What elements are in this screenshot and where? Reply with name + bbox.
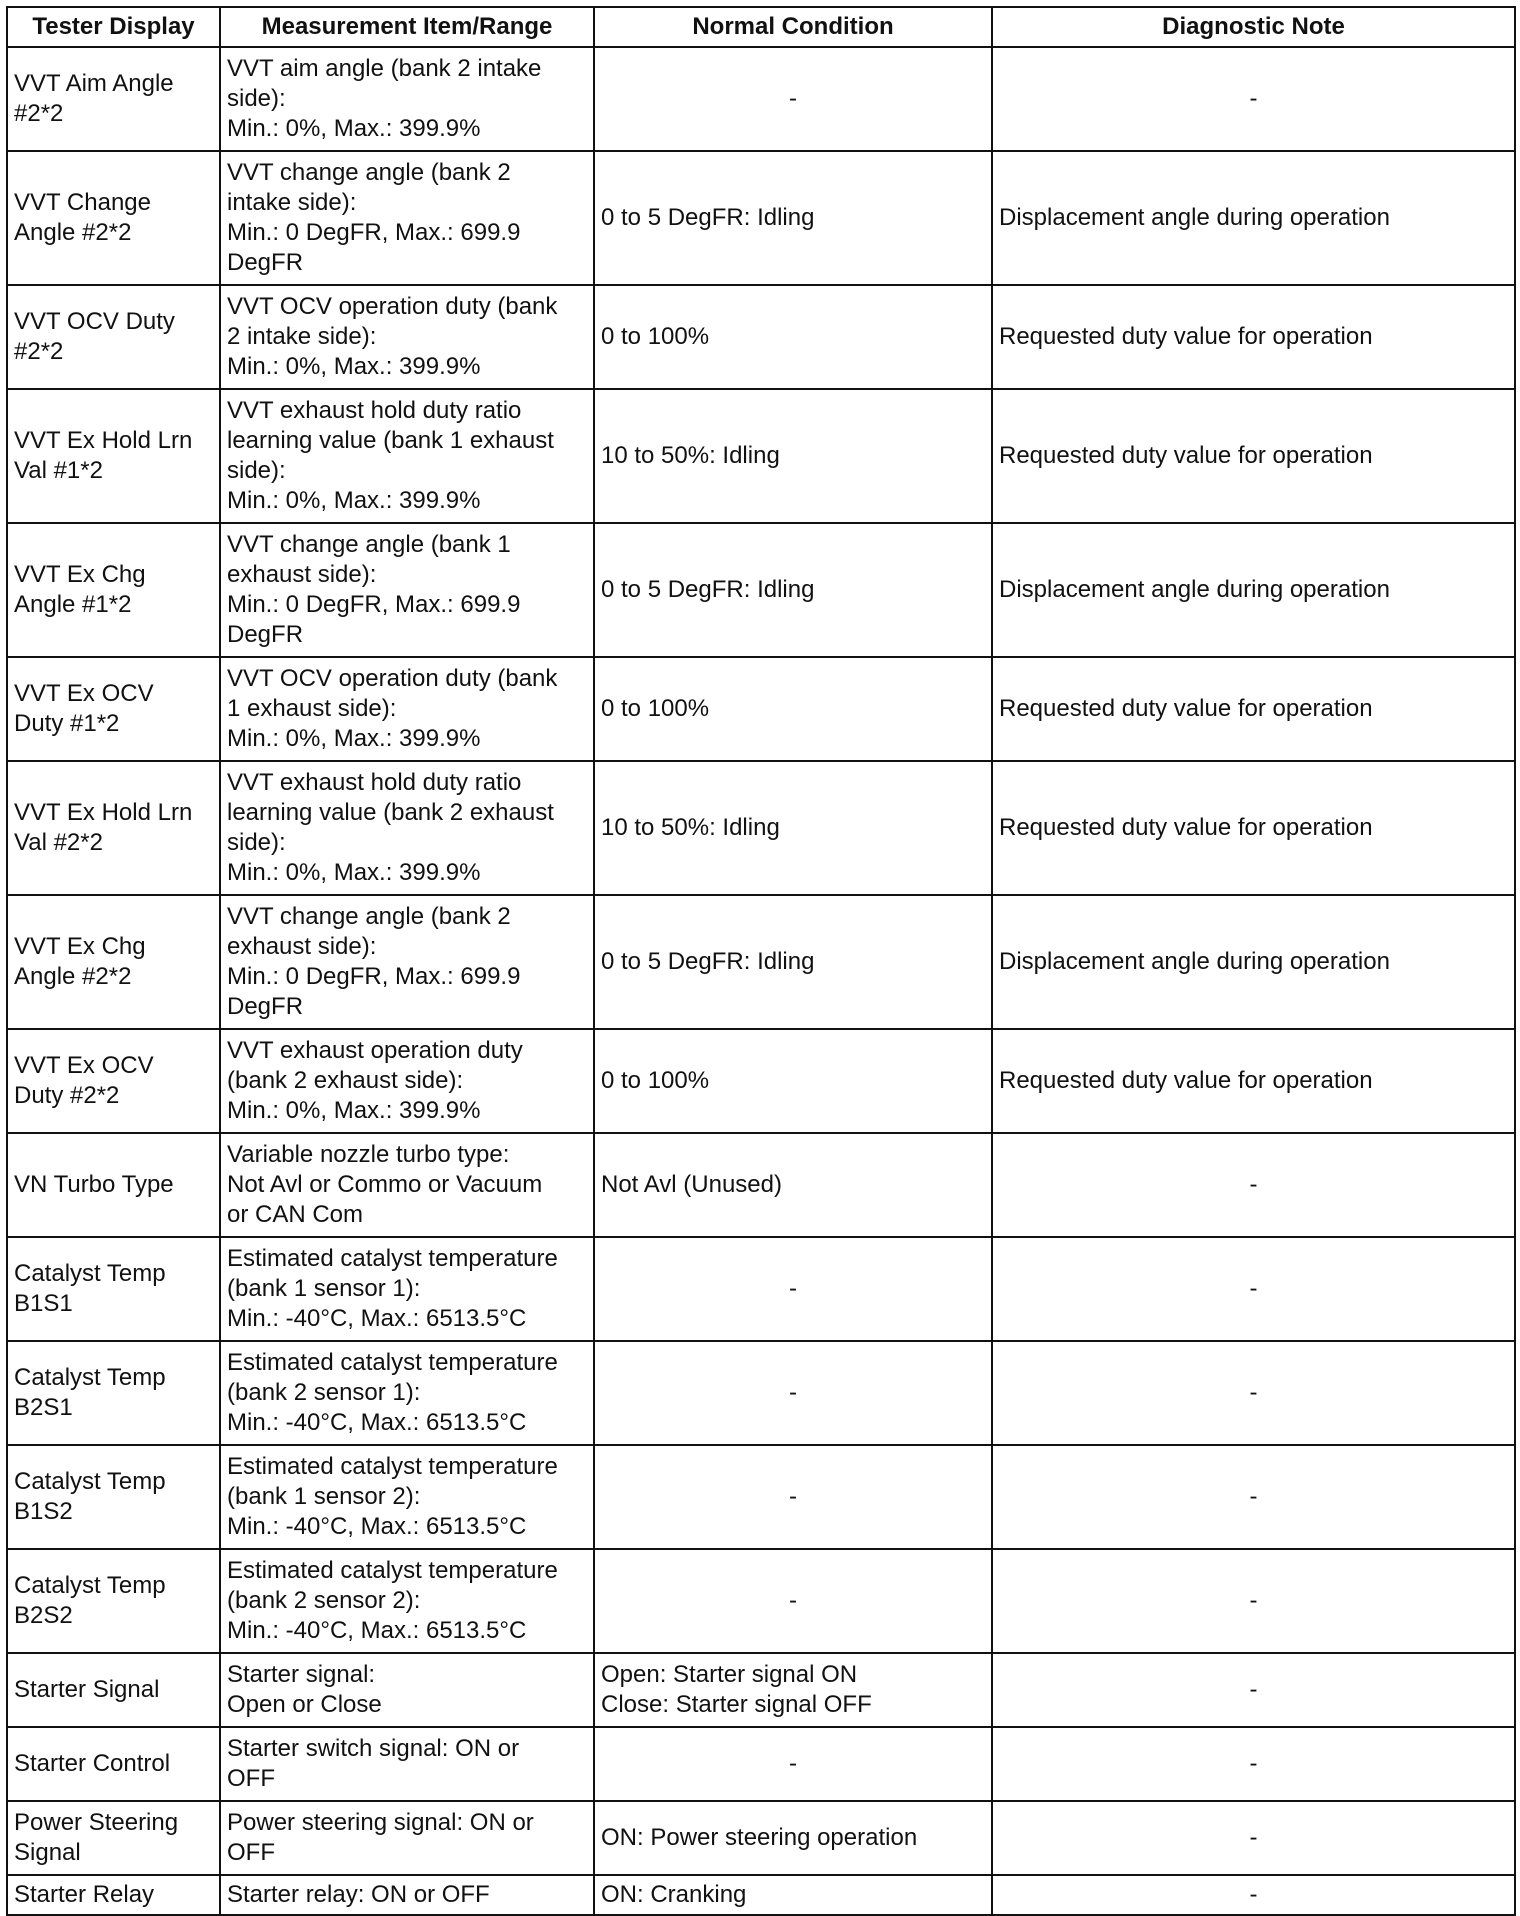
cell-normal-condition: 0 to 100% bbox=[594, 1029, 992, 1133]
table-row bbox=[7, 1875, 1515, 1915]
header-diagnostic-note: Diagnostic Note bbox=[992, 7, 1515, 47]
cell-normal-condition: 10 to 50%: Idling bbox=[594, 761, 992, 895]
cell-measurement-item: VVT change angle (bank 1 exhaust side): Min.: 0 DegFR, Max.: 699.9 DegFR bbox=[220, 523, 594, 657]
cell-normal-condition: ON: Power steering operation bbox=[594, 1801, 992, 1875]
cell-tester-display: Power Steering Signal bbox=[7, 1801, 220, 1875]
cell-tester-display: Catalyst Temp B1S2 bbox=[7, 1445, 220, 1549]
cell-measurement-item: VVT aim angle (bank 2 intake side): Min.: 0%, Max.: 399.9% bbox=[220, 47, 594, 151]
table-row bbox=[7, 761, 1515, 895]
cell-normal-condition: 10 to 50%: Idling bbox=[594, 389, 992, 523]
cell-measurement-item: Variable nozzle turbo type: Not Avl or Commo or Vacuum or CAN Com bbox=[220, 1133, 594, 1237]
cell-measurement-item: VVT exhaust operation duty (bank 2 exhaust side): Min.: 0%, Max.: 399.9% bbox=[220, 1029, 594, 1133]
cell-diagnostic-note: Displacement angle during operation bbox=[992, 151, 1515, 285]
cell-tester-display: Catalyst Temp B1S1 bbox=[7, 1237, 220, 1341]
cell-diagnostic-note: - bbox=[992, 1801, 1515, 1875]
cell-tester-display: Starter Relay bbox=[7, 1875, 220, 1915]
table-row bbox=[7, 1341, 1515, 1445]
table-row bbox=[7, 1445, 1515, 1549]
cell-tester-display: VVT OCV Duty #2*2 bbox=[7, 285, 220, 389]
table-header-row bbox=[7, 7, 1515, 47]
cell-tester-display: Catalyst Temp B2S1 bbox=[7, 1341, 220, 1445]
cell-diagnostic-note: Displacement angle during operation bbox=[992, 895, 1515, 1029]
cell-normal-condition: - bbox=[594, 1549, 992, 1653]
cell-diagnostic-note: Requested duty value for operation bbox=[992, 761, 1515, 895]
cell-tester-display: VVT Aim Angle #2*2 bbox=[7, 47, 220, 151]
cell-normal-condition: Open: Starter signal ON Close: Starter signal OFF bbox=[594, 1653, 992, 1727]
cell-diagnostic-note: - bbox=[992, 1727, 1515, 1801]
cell-measurement-item: VVT OCV operation duty (bank 1 exhaust side): Min.: 0%, Max.: 399.9% bbox=[220, 657, 594, 761]
cell-measurement-item: Estimated catalyst temperature (bank 1 sensor 2): Min.: -40°C, Max.: 6513.5°C bbox=[220, 1445, 594, 1549]
table-row bbox=[7, 1801, 1515, 1875]
table-row bbox=[7, 1029, 1515, 1133]
cell-normal-condition: - bbox=[594, 1341, 992, 1445]
table-row bbox=[7, 285, 1515, 389]
cell-tester-display: VVT Ex Hold Lrn Val #2*2 bbox=[7, 761, 220, 895]
cell-normal-condition: Not Avl (Unused) bbox=[594, 1133, 992, 1237]
cell-measurement-item: VVT exhaust hold duty ratio learning value (bank 2 exhaust side): Min.: 0%, Max.: 399.9% bbox=[220, 761, 594, 895]
cell-tester-display: VVT Ex Chg Angle #1*2 bbox=[7, 523, 220, 657]
cell-normal-condition: - bbox=[594, 47, 992, 151]
cell-normal-condition: ON: Cranking bbox=[594, 1875, 992, 1915]
cell-diagnostic-note: - bbox=[992, 1875, 1515, 1915]
cell-diagnostic-note: - bbox=[992, 1237, 1515, 1341]
cell-tester-display: Catalyst Temp B2S2 bbox=[7, 1549, 220, 1653]
cell-normal-condition: 0 to 100% bbox=[594, 285, 992, 389]
table-body bbox=[7, 47, 1515, 1915]
cell-measurement-item: Starter switch signal: ON or OFF bbox=[220, 1727, 594, 1801]
data-list-table bbox=[6, 6, 1516, 1916]
cell-tester-display: VVT Change Angle #2*2 bbox=[7, 151, 220, 285]
cell-diagnostic-note: Displacement angle during operation bbox=[992, 523, 1515, 657]
cell-tester-display: VVT Ex OCV Duty #1*2 bbox=[7, 657, 220, 761]
cell-diagnostic-note: Requested duty value for operation bbox=[992, 1029, 1515, 1133]
cell-measurement-item: VVT OCV operation duty (bank 2 intake side): Min.: 0%, Max.: 399.9% bbox=[220, 285, 594, 389]
table-row bbox=[7, 523, 1515, 657]
cell-tester-display: Starter Signal bbox=[7, 1653, 220, 1727]
cell-measurement-item: Estimated catalyst temperature (bank 2 sensor 2): Min.: -40°C, Max.: 6513.5°C bbox=[220, 1549, 594, 1653]
table-row bbox=[7, 47, 1515, 151]
cell-normal-condition: 0 to 5 DegFR: Idling bbox=[594, 895, 992, 1029]
table-row bbox=[7, 389, 1515, 523]
table-row bbox=[7, 1727, 1515, 1801]
cell-measurement-item: Estimated catalyst temperature (bank 2 sensor 1): Min.: -40°C, Max.: 6513.5°C bbox=[220, 1341, 594, 1445]
cell-normal-condition: 0 to 5 DegFR: Idling bbox=[594, 151, 992, 285]
header-measurement-item: Measurement Item/Range bbox=[220, 7, 594, 47]
cell-diagnostic-note: - bbox=[992, 1445, 1515, 1549]
cell-diagnostic-note: - bbox=[992, 1653, 1515, 1727]
cell-normal-condition: 0 to 100% bbox=[594, 657, 992, 761]
cell-diagnostic-note: - bbox=[992, 47, 1515, 151]
cell-tester-display: VVT Ex Hold Lrn Val #1*2 bbox=[7, 389, 220, 523]
table-row bbox=[7, 1653, 1515, 1727]
header-tester-display: Tester Display bbox=[7, 7, 220, 47]
cell-normal-condition: - bbox=[594, 1727, 992, 1801]
cell-tester-display: VVT Ex OCV Duty #2*2 bbox=[7, 1029, 220, 1133]
cell-normal-condition: - bbox=[594, 1237, 992, 1341]
cell-measurement-item: Power steering signal: ON or OFF bbox=[220, 1801, 594, 1875]
cell-measurement-item: VVT change angle (bank 2 intake side): Min.: 0 DegFR, Max.: 699.9 DegFR bbox=[220, 151, 594, 285]
table-row bbox=[7, 657, 1515, 761]
table-row bbox=[7, 1549, 1515, 1653]
cell-measurement-item: VVT exhaust hold duty ratio learning value (bank 1 exhaust side): Min.: 0%, Max.: 399.9% bbox=[220, 389, 594, 523]
cell-measurement-item: VVT change angle (bank 2 exhaust side): Min.: 0 DegFR, Max.: 699.9 DegFR bbox=[220, 895, 594, 1029]
cell-tester-display: VN Turbo Type bbox=[7, 1133, 220, 1237]
cell-measurement-item: Starter relay: ON or OFF bbox=[220, 1875, 594, 1915]
cell-measurement-item: Starter signal: Open or Close bbox=[220, 1653, 594, 1727]
cell-diagnostic-note: Requested duty value for operation bbox=[992, 657, 1515, 761]
cell-tester-display: VVT Ex Chg Angle #2*2 bbox=[7, 895, 220, 1029]
cell-tester-display: Starter Control bbox=[7, 1727, 220, 1801]
cell-diagnostic-note: - bbox=[992, 1341, 1515, 1445]
table-row bbox=[7, 1237, 1515, 1341]
cell-normal-condition: 0 to 5 DegFR: Idling bbox=[594, 523, 992, 657]
cell-diagnostic-note: - bbox=[992, 1549, 1515, 1653]
table-row bbox=[7, 1133, 1515, 1237]
cell-normal-condition: - bbox=[594, 1445, 992, 1549]
cell-diagnostic-note: Requested duty value for operation bbox=[992, 285, 1515, 389]
table-row bbox=[7, 151, 1515, 285]
header-normal-condition: Normal Condition bbox=[594, 7, 992, 47]
table-row bbox=[7, 895, 1515, 1029]
cell-measurement-item: Estimated catalyst temperature (bank 1 sensor 1): Min.: -40°C, Max.: 6513.5°C bbox=[220, 1237, 594, 1341]
cell-diagnostic-note: Requested duty value for operation bbox=[992, 389, 1515, 523]
cell-diagnostic-note: - bbox=[992, 1133, 1515, 1237]
